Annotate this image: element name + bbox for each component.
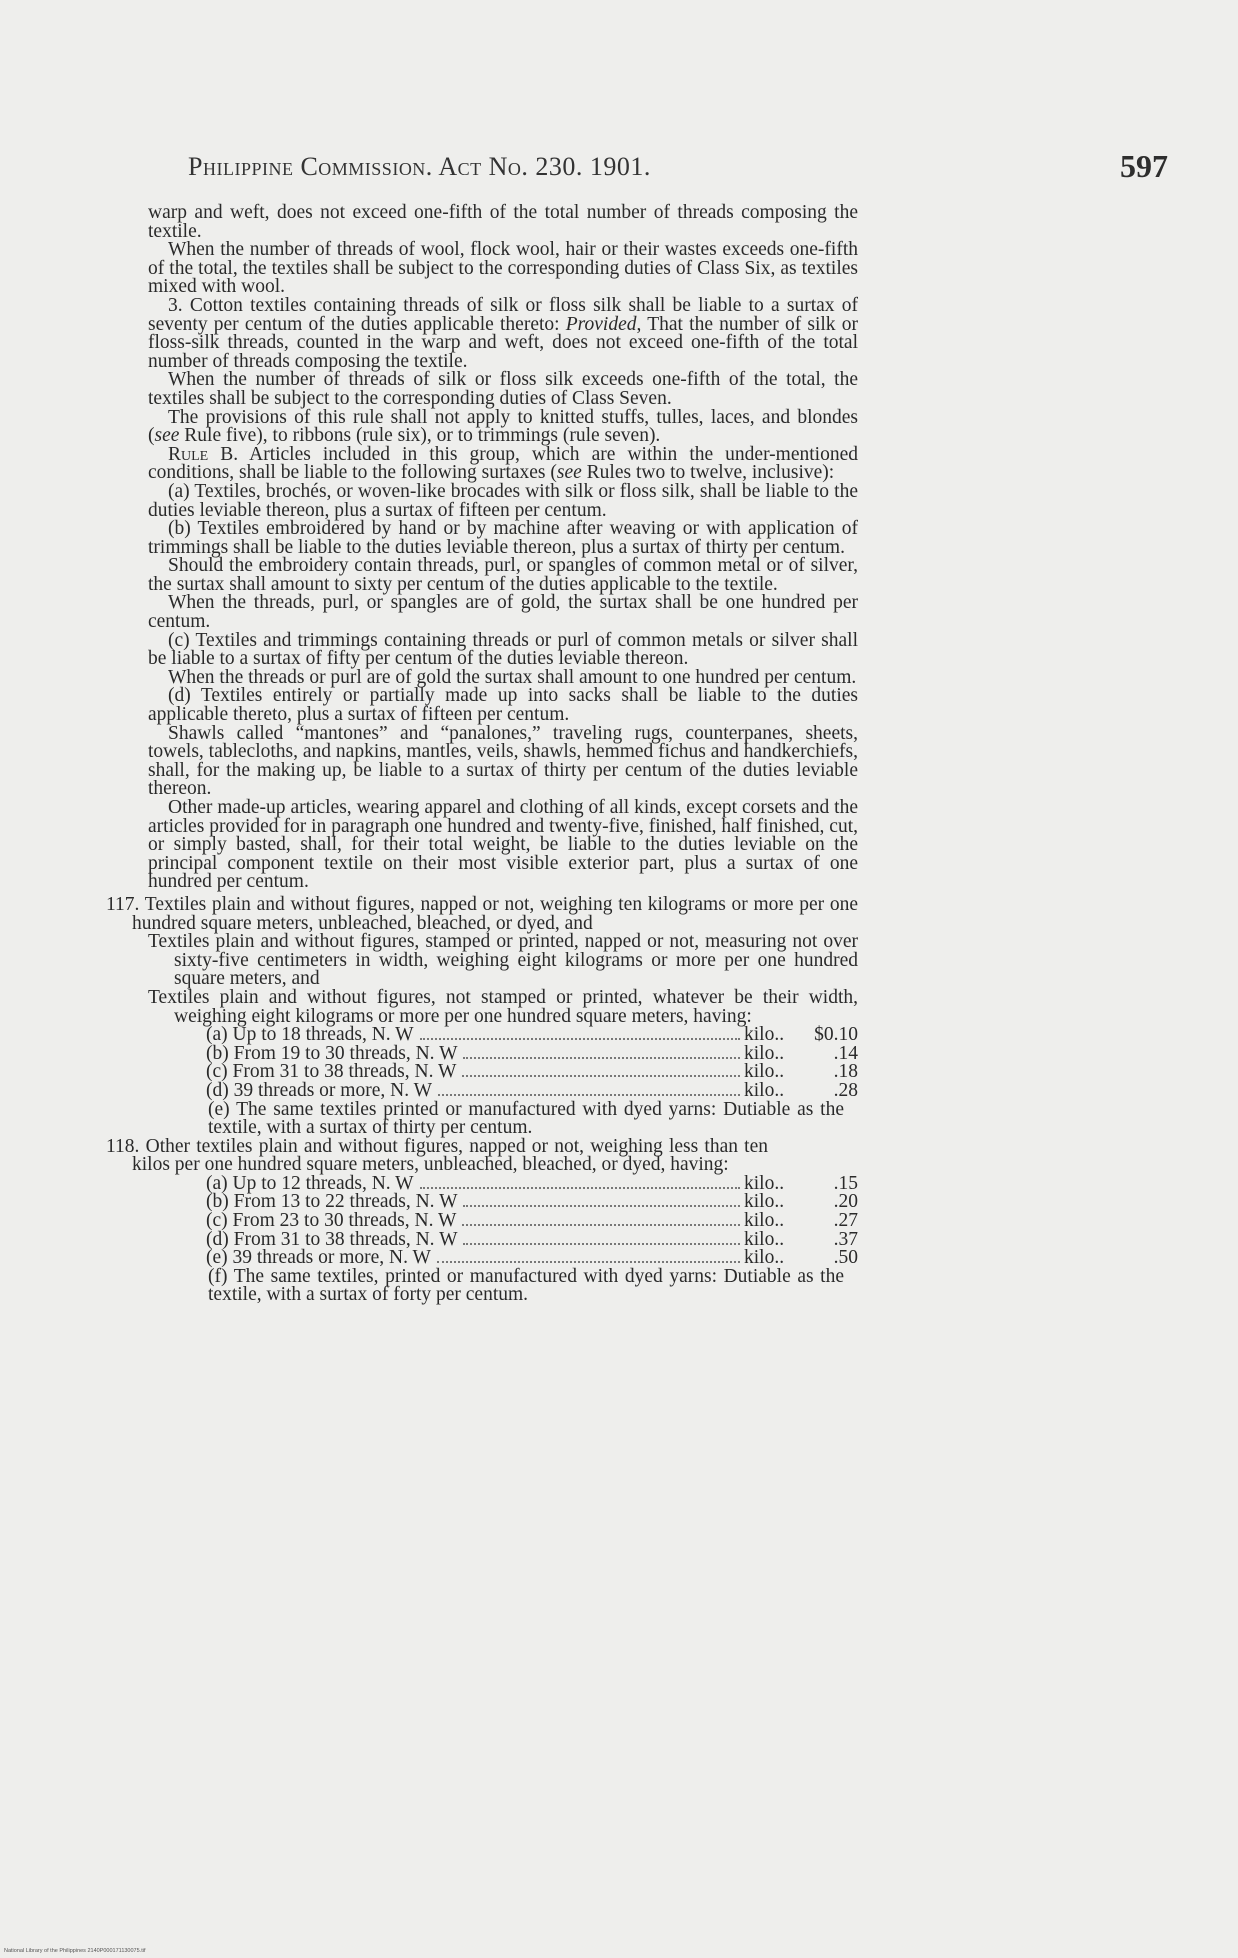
italic-text: Provided <box>565 313 637 335</box>
leader-dots <box>420 1038 740 1040</box>
item-text: Textiles plain and without figures, napped or not, weighing ten kilograms or more per one hundred square meters, unbleached, bleached, or dyed, and <box>132 893 858 934</box>
text-run: Rule five), to ribbons (rule six), or to trimmings (rule seven). <box>179 425 661 447</box>
rate-label: (a) Up to 12 threads, N. W <box>206 1172 414 1194</box>
rate-unit: kilo.. <box>744 1191 785 1213</box>
leader-dots <box>462 1075 740 1077</box>
rate-value: .15 <box>833 1172 858 1194</box>
rate-row <box>148 1212 858 1231</box>
rate-value: $0.10 <box>814 1024 858 1046</box>
text-run: The provisions of this rule shall not apply to knitted stuffs, tulles, laces, and blondes ( <box>148 406 858 447</box>
leader-dots <box>420 1187 740 1189</box>
text-run: 3. Cotton textiles containing threads of silk or floss silk shall be liable to a surtax of seventy per centum of the duties applicable thereto: <box>148 294 858 335</box>
item-line: Textiles plain and without figures, stamped or printed, napped or not, measuring not over sixty-five centimeters in width, weighing eight kilograms or more per one hundred square meters, and <box>148 931 858 990</box>
leader-dots <box>462 1224 740 1226</box>
paragraph: warp and weft, does not exceed one-fifth of the total number of threads composing the textile. <box>148 202 858 242</box>
rule-heading: Rule B. <box>168 443 239 465</box>
running-head: Philippine Commission. Act No. 230. 1901. <box>188 152 651 181</box>
text-run: Articles included in this group, which are within the under-mentioned conditions, shall be liable to the following surtaxes ( <box>148 443 858 484</box>
paragraph: (d) Textiles entirely or partially made up into sacks shall be liable to the duties applicable thereto, plus a surtax of fifteen per centum. <box>148 685 858 726</box>
paragraph <box>148 443 858 484</box>
rate-value: .50 <box>833 1247 858 1269</box>
rate-label: (e) 39 threads or more, N. W <box>206 1247 431 1269</box>
rate-row <box>148 1026 858 1045</box>
rate-label: (c) From 23 to 30 threads, N. W <box>206 1210 457 1232</box>
paragraph: When the number of threads of silk or floss silk exceeds one-fifth of the total, the textiles shall be subject to the corresponding duties of Class Seven. <box>148 369 858 409</box>
item-line <box>106 893 858 934</box>
rate-value: .37 <box>833 1228 858 1250</box>
rate-note: (f) The same textiles, printed or manufactured with dyed yarns: Dutiable as the textile, with a surtax of forty per centum. <box>208 1265 844 1306</box>
leader-dots <box>463 1205 740 1207</box>
page-header <box>188 148 1168 192</box>
rate-value: .18 <box>833 1061 858 1083</box>
item-number: 117. <box>106 893 140 915</box>
paragraph: Should the embroidery contain threads, purl, or spangles of common metal or of silver, the surtax shall amount to sixty per centum of the duties applicable to the textile. <box>148 555 858 595</box>
paragraph: Other made-up articles, wearing apparel and clothing of all kinds, except corsets and the articles provided for in paragraph one hundred and twenty-five, finished, half finished, cut, or simply basted, shall, for their total weight, be liable to the duties leviable on the principal component textile on their most visible exterior part, plus a surtax of one hundred per centum. <box>148 797 858 893</box>
rate-value: .14 <box>833 1042 858 1064</box>
rate-list <box>148 1026 858 1100</box>
leader-dots <box>438 1094 740 1096</box>
rate-list <box>148 1172 858 1269</box>
leader-dots <box>437 1261 740 1263</box>
page-number: 597 <box>1120 148 1168 184</box>
rate-value: .28 <box>833 1079 858 1101</box>
page-body <box>106 202 858 1306</box>
rate-unit: kilo.. <box>744 1228 785 1250</box>
rate-row <box>148 1079 858 1101</box>
italic-text: see <box>556 462 582 484</box>
leader-dots <box>463 1243 740 1245</box>
rate-label: (c) From 31 to 38 threads, N. W <box>206 1061 457 1083</box>
scan-footer: National Library of the Philippines 2140P000171130075.tif <box>4 1948 146 1954</box>
rate-label: (a) Up to 18 threads, N. W <box>206 1024 414 1046</box>
rate-unit: kilo.. <box>744 1042 785 1064</box>
rate-unit: kilo.. <box>744 1024 785 1046</box>
rate-unit: kilo.. <box>744 1079 785 1101</box>
item-line: Textiles plain and without figures, not stamped or printed, whatever be their width, weighing eight kilograms or more per one hundred square meters, having: <box>148 986 858 1027</box>
rate-unit: kilo.. <box>744 1210 785 1232</box>
rate-label: (b) From 13 to 22 threads, N. W <box>206 1191 458 1213</box>
rate-unit: kilo.. <box>744 1172 785 1194</box>
paragraph: Shawls called “mantones” and “panalones,” traveling rugs, counterpanes, sheets, towels, tablecloths, and napkins, mantles, veils, shawls, hemmed fichus and handkerchiefs, shall, for the making up, be liable to a surtax of thirty per centum of the duties leviable thereon. <box>148 722 858 800</box>
rate-note: (e) The same textiles printed or manufactured with dyed yarns: Dutiable as the textile, with a surtax of thirty per centum. <box>208 1098 844 1139</box>
item-text: Other textiles plain and without figures, napped or not, weighing less than ten kilos per one hundred square meters, unbleached, bleached, or dyed, having: <box>132 1135 768 1176</box>
item-number: 118. <box>106 1135 140 1157</box>
item-line <box>106 1135 768 1176</box>
paragraph: When the number of threads of wool, flock wool, hair or their wastes exceeds one-fifth of the total, the textiles shall be subject to the corresponding duties of Class Six, as textiles mixed with wool. <box>148 239 858 298</box>
rate-label: (d) From 31 to 38 threads, N. W <box>206 1228 458 1250</box>
leader-dots <box>463 1057 740 1059</box>
rate-unit: kilo.. <box>744 1061 785 1083</box>
paragraph <box>148 294 858 372</box>
text-run: Rules two to twelve, inclusive): <box>581 462 835 484</box>
paragraph: (b) Textiles embroidered by hand or by machine after weaving or with application of trimmings shall be liable to the duties leviable thereon, plus a surtax of thirty per centum. <box>148 518 858 558</box>
rate-unit: kilo.. <box>744 1247 785 1269</box>
paragraph: When the threads, purl, or spangles are of gold, the surtax shall be one hundred per centum. <box>148 592 858 633</box>
rate-value: .20 <box>833 1191 858 1213</box>
rate-label: (d) 39 threads or more, N. W <box>206 1079 432 1101</box>
italic-text: see <box>154 425 180 447</box>
paragraph: When the threads or purl are of gold the surtax shall amount to one hundred per centum. <box>168 666 857 688</box>
rate-value: .27 <box>833 1210 858 1232</box>
paragraph: (c) Textiles and trimmings containing threads or purl of common metals or silver shall be liable to a surtax of fifty per centum of the duties leviable thereon. <box>148 629 858 670</box>
text-run: , That the number of silk or floss-silk threads, counted in the warp and weft, does not exceed one-fifth of the total number of threads composing the textile. <box>148 313 858 372</box>
paragraph: (a) Textiles, brochés, or woven-like brocades with silk or floss silk, shall be liable to the duties leviable thereon, plus a surtax of fifteen per centum. <box>148 480 858 521</box>
tariff-item-118 <box>106 1135 858 1306</box>
rate-label: (b) From 19 to 30 threads, N. W <box>206 1042 458 1064</box>
paragraph <box>148 406 858 447</box>
tariff-item-117 <box>106 893 858 1139</box>
